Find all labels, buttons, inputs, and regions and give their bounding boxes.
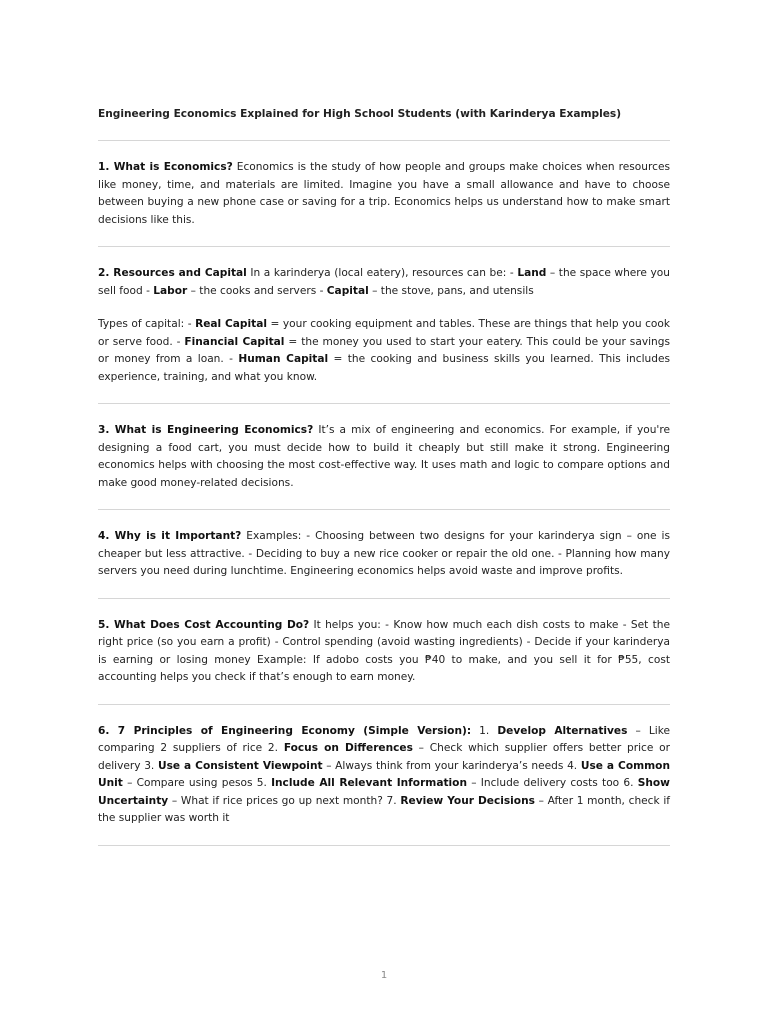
document-body bbox=[98, 159, 670, 846]
page-number: 1 bbox=[380, 970, 388, 981]
section-1-paragraph-1 bbox=[98, 159, 670, 229]
section-1 bbox=[98, 159, 670, 229]
body-text: – the space where you sell food - bbox=[98, 267, 670, 297]
section-5 bbox=[98, 617, 670, 687]
body-text: Examples: - Choosing between two designs for your karinderya sign – one is cheaper but less attractive. - Deciding to buy a new rice cooker or repair the old one. - Planning how many servers you need during lunchtime. Engineering economics helps avoid waste and improve profits. bbox=[98, 530, 671, 577]
body-text: – Check which supplier offers better price or delivery 3. bbox=[98, 742, 670, 772]
section-divider bbox=[98, 403, 670, 404]
bold-text: Capital bbox=[326, 284, 369, 297]
body-text: – Include delivery costs too 6. bbox=[467, 777, 638, 789]
body-text: It’s a mix of engineering and economics. For example, if you're designing a food cart, you must decide how to build it cheaply but still make it strong. Engineering economics helps with choosing the most cost-effective way. It uses math and logic to compare options and make good money-related decisions. bbox=[98, 424, 670, 489]
section-divider bbox=[98, 140, 670, 141]
body-text: – What if rice prices go up next month? 7. bbox=[168, 794, 401, 807]
section-6 bbox=[98, 723, 670, 828]
bold-text: 1. What is Economics? bbox=[98, 161, 233, 173]
bold-text: Include All Relevant Information bbox=[271, 777, 467, 789]
section-4-paragraph-1 bbox=[98, 528, 670, 581]
body-text: Types of capital: - bbox=[98, 318, 196, 330]
body-text: – Like comparing 2 suppliers of rice 2. bbox=[98, 724, 671, 754]
document-title: Engineering Economics Explained for High School Students (with Karinderya Examples) bbox=[98, 108, 622, 120]
body-text: It helps you: - Know how much each dish costs to make - Set the right price (so you earn a profit) - Control spending (avoid wasting ingredients) - Decide if your karinderya is earning or losing money Example: If adobo costs you ₱40 to make, and you sell it for ₱55, cost accounting helps you check if that’s enough to earn money. bbox=[98, 618, 670, 683]
section-divider bbox=[98, 598, 670, 599]
bold-text: Show Uncertainty bbox=[98, 777, 670, 807]
body-text: Economics is the study of how people and groups make choices when resources like money, time, and materials are limited. Imagine you have a small allowance and have to choose between buying a new phone case or saving for a trip. Economics helps us understand how to make smart decisions like this. bbox=[98, 161, 670, 226]
body-text: – the cooks and servers - bbox=[187, 284, 327, 297]
body-text: = the money you used to start your eatery. This could be your savings or money from a loan. - bbox=[98, 335, 670, 365]
bold-text: Real Capital bbox=[195, 318, 267, 330]
body-text: = the cooking and business skills you learned. This includes experience, training, and what you know. bbox=[98, 353, 670, 383]
bold-text: 3. What is Engineering Economics? bbox=[98, 424, 314, 436]
bold-text: 2. Resources and Capital bbox=[98, 267, 247, 279]
section-3 bbox=[98, 422, 670, 492]
body-text: – After 1 month, check if the supplier was worth it bbox=[98, 794, 670, 824]
bold-text: 4. Why is it Important? bbox=[98, 530, 242, 542]
bold-text: Financial Capital bbox=[184, 335, 285, 348]
bold-text: Review Your Decisions bbox=[400, 794, 535, 807]
body-text: = your cooking equipment and tables. These are things that help you cook or serve food. - bbox=[98, 318, 671, 348]
bold-text: Human Capital bbox=[238, 353, 329, 365]
section-2 bbox=[98, 265, 670, 386]
body-text: 1. bbox=[471, 724, 498, 737]
section-divider bbox=[98, 246, 670, 247]
bold-text: 6. 7 Principles of Engineering Economy (Simple Version): bbox=[98, 724, 472, 737]
body-text: – Always think from your karinderya’s needs 4. bbox=[322, 759, 581, 772]
section-6-paragraph-1 bbox=[98, 723, 670, 828]
bold-text: Use a Consistent Viewpoint bbox=[157, 759, 323, 772]
section-2-paragraph-1 bbox=[98, 265, 670, 300]
bold-text: Land bbox=[517, 267, 547, 279]
bold-text: 5. What Does Cost Accounting Do? bbox=[98, 618, 310, 631]
bold-text: Develop Alternatives bbox=[497, 724, 628, 737]
bold-text: Labor bbox=[153, 284, 188, 297]
document-page bbox=[98, 106, 670, 864]
section-divider bbox=[98, 509, 670, 510]
body-text: – the stove, pans, and utensils bbox=[368, 284, 534, 297]
bold-text: Focus on Differences bbox=[283, 742, 413, 754]
section-4 bbox=[98, 528, 670, 581]
section-divider bbox=[98, 704, 670, 705]
section-3-paragraph-1 bbox=[98, 422, 670, 492]
section-2-paragraph-2 bbox=[98, 316, 670, 386]
body-text: In a karinderya (local eatery), resources can be: - bbox=[246, 267, 518, 279]
section-divider bbox=[98, 845, 670, 846]
body-text: – Compare using pesos 5. bbox=[122, 777, 272, 789]
bold-text: Use a Common Unit bbox=[98, 759, 670, 789]
section-5-paragraph-1 bbox=[98, 617, 670, 687]
